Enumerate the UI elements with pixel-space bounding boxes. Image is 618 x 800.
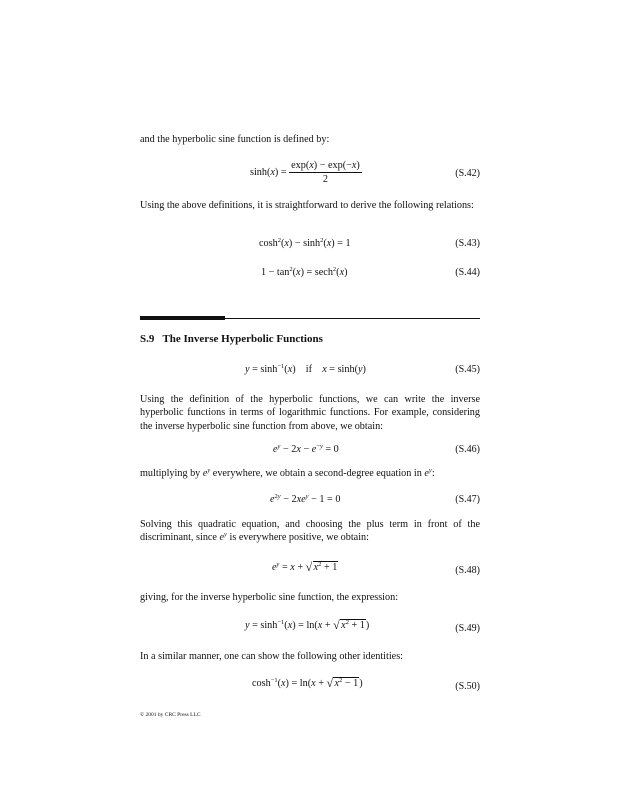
section-number: S.9	[140, 333, 155, 345]
paragraph-text: everywhere, we obtain a second-degree equation in	[210, 468, 425, 479]
equation-row-s43	[140, 238, 480, 268]
paragraph-text: is everywhere positive, we obtain:	[226, 532, 369, 544]
section-heading	[140, 333, 323, 345]
equation-row-s45	[140, 364, 480, 394]
equation-row-s48	[140, 562, 480, 592]
paragraph-giving: giving, for the inverse hyperbolic sine function, the expression:	[140, 592, 399, 603]
paragraph-similar: In a similar manner, one can show the following other identities:	[140, 651, 403, 662]
equation-number: (S.50)	[455, 681, 480, 692]
paragraph-solving: Solving this quadratic equation, and choosing the plus term in front of the discriminant, since $e^y$ is everywhere positive, we obtain:	[140, 519, 480, 544]
paragraph-relations: Using the above definitions, it is straightforward to derive the following relations:	[140, 200, 474, 211]
equation-s49: $y = \sinh^{-1}(x) = \ln(x$ + √ $x^2 + 1$)	[245, 618, 370, 632]
equation-s45: $y = \sinh^{-1}(x)$ if x = sinh(y)	[245, 363, 366, 375]
equation-number: (S.45)	[455, 364, 480, 375]
equation-number: (S.48)	[455, 565, 480, 576]
equation-row-s42	[140, 160, 480, 190]
equation-s46: $e^y - 2x - e^{-y} = 0$	[273, 443, 339, 455]
paragraph-text: multiplying by	[140, 468, 203, 479]
section-rule-thin	[225, 318, 480, 319]
equation-number: (S.43)	[455, 238, 480, 249]
paragraph-inverse-definition: Using the definition of the hyperbolic functions, we can write the inverse hyperbolic functions in terms of logarithmic functions. For example, considering the inverse hyperbolic sine function from above, we obtain:	[140, 394, 480, 432]
equation-s43: $\cosh^2(x) - \sinh^2(x) = 1$	[259, 237, 351, 249]
equation-number: (S.49)	[455, 623, 480, 634]
equation-number: (S.46)	[455, 444, 480, 455]
equation-s42: sinh(x) = $\frac{\exp(x) - \exp(-x)}{2}$	[250, 160, 360, 185]
equation-number: (S.44)	[455, 267, 480, 278]
equation-number: (S.47)	[455, 494, 480, 505]
copyright-footer: © 2001 by CRC Press LLC	[140, 712, 201, 718]
equation-s44: $1 - \tan^2(x) = \sec h^2(x)$	[261, 266, 348, 278]
equation-row-s44	[140, 267, 480, 297]
equation-number: (S.42)	[455, 168, 480, 179]
paragraph-intro: and the hyperbolic sine function is defined by:	[140, 134, 330, 145]
paragraph-text: Solving this quadratic equation, and choosing the plus term in front of the discriminant, since	[140, 519, 480, 544]
equation-s48: $e^y = x$ + √ $x^2 + 1$	[272, 560, 338, 574]
section-rule-thick	[140, 316, 225, 320]
equation-s47: $e^{2y} - 2xe^y - 1 = 0$	[270, 493, 341, 505]
section-title: The Inverse Hyperbolic Functions	[162, 333, 323, 345]
paragraph-multiplying: multiplying by $e^y$ everywhere, we obtain a second-degree equation in $e^y$:	[140, 467, 435, 479]
equation-row-s49	[140, 620, 480, 650]
equation-s50: $\cosh^{-1}(x) = \ln(x$ + √ $x^2 - 1$)	[252, 676, 363, 690]
equation-row-s50	[140, 678, 480, 708]
